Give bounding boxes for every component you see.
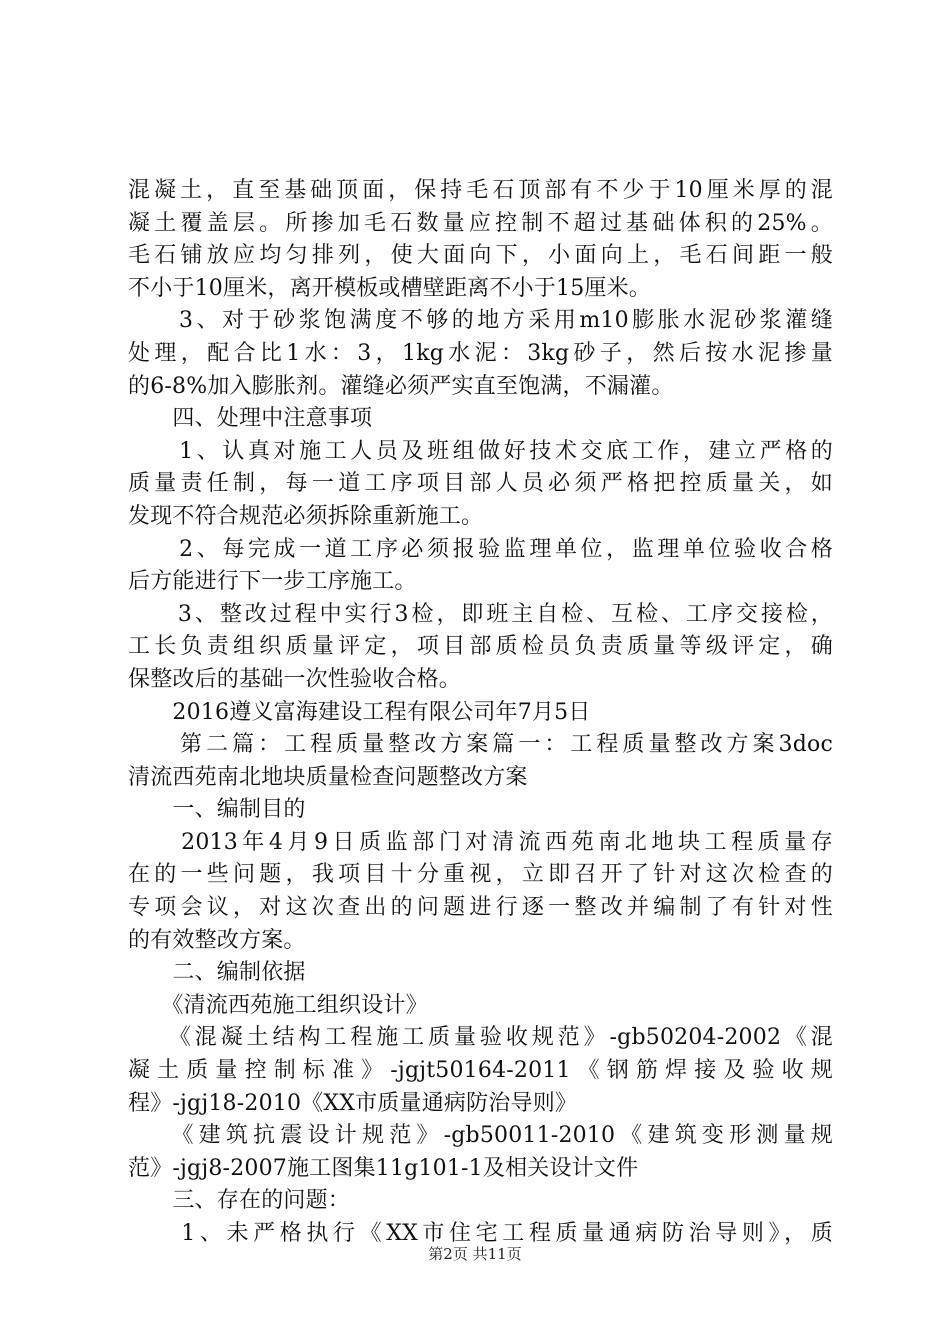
section-heading: 一、编制目的 (128, 797, 306, 823)
text-line: 3、整改过程中实行3检，即班主自检、互检、工序交接检， (128, 601, 833, 627)
text-line: 范》-jgj8-2007施工图集11g101-1及相关设计文件 (128, 1155, 639, 1181)
section-heading: 三、存在的问题： (128, 1188, 351, 1214)
text-line: 《混凝土结构工程施工质量验收规范》-gb50204-2002《混 (128, 1025, 833, 1051)
text-line: 2、每完成一道工序必须报验监理单位，监理单位验收合格 (128, 536, 833, 562)
page-number: 第2页 共11页 (428, 1245, 522, 1263)
text-line: 工长负责组织质量评定，项目部质检员负责质量等级评定，确 (128, 634, 833, 660)
text-line: 在的一些问题，我项目十分重视，立即召开了针对这次检查的 (128, 862, 833, 888)
chapter-title: 第二篇：工程质量整改方案篇一：工程质量整改方案3doc (128, 732, 833, 758)
text-line: 混凝土，直至基础顶面，保持毛石顶部有不少于10厘米厚的混 (128, 178, 833, 203)
text-line: 2013年4月9日质监部门对清流西苑南北地块工程质量存 (128, 829, 833, 855)
text-line: 发现不符合规范必须拆除重新施工。 (128, 503, 484, 529)
text-line: 3、对于砂浆饱满度不够的地方采用m10膨胀水泥砂浆灌缝 (128, 308, 833, 334)
text-line: 的6-8%加入膨胀剂。灌缝必须严实直至饱满，不漏灌。 (128, 373, 674, 399)
section-heading: 四、处理中注意事项 (128, 406, 373, 432)
text-line: 后方能进行下一步工序施工。 (128, 569, 417, 595)
text-line: 1、认真对施工人员及班组做好技术交底工作，建立严格的 (128, 438, 833, 464)
text-line: 处理，配合比1水：3，1kg水泥：3kg砂子，然后按水泥掺量 (128, 340, 833, 366)
text-line: 凝土质量控制标准》-jgjt50164-2011《钢筋焊接及验收规 (128, 1058, 833, 1084)
text-line: 毛石铺放应均匀排列，使大面向下，小面向上，毛石间距一般 (128, 243, 833, 269)
text-line: 程》-jgj18-2010《XX市质量通病防治导则》 (128, 1090, 578, 1116)
text-line: 保整改后的基础一次性验收合格。 (128, 666, 462, 692)
text-line: 《建筑抗震设计规范》-gb50011-2010《建筑变形测量规 (128, 1123, 833, 1149)
chapter-title-continued: 清流西苑南北地块质量检查问题整改方案 (128, 764, 528, 790)
text-line: 的有效整改方案。 (128, 927, 306, 953)
document-body (128, 175, 833, 1251)
signature-line: 2016遵义富海建设工程有限公司年7月5日 (128, 699, 591, 725)
text-line: 专项会议，对这次查出的问题进行逐一整改并编制了有针对性 (128, 895, 833, 921)
section-heading: 二、编制依据 (128, 960, 306, 986)
text-line: 不小于10厘米，离开模板或槽壁距离不小于15厘米。 (128, 275, 651, 301)
text-line: 质量责任制，每一道工序项目部人员必须严格把控质量关，如 (128, 471, 833, 497)
text-line: 《清流西苑施工组织设计》 (128, 992, 428, 1018)
text-line: 凝土覆盖层。所掺加毛石数量应控制不超过基础体积的25%。 (128, 210, 833, 236)
text-line: 1、未严格执行《XX市住宅工程质量通病防治导则》，质 (128, 1221, 833, 1246)
